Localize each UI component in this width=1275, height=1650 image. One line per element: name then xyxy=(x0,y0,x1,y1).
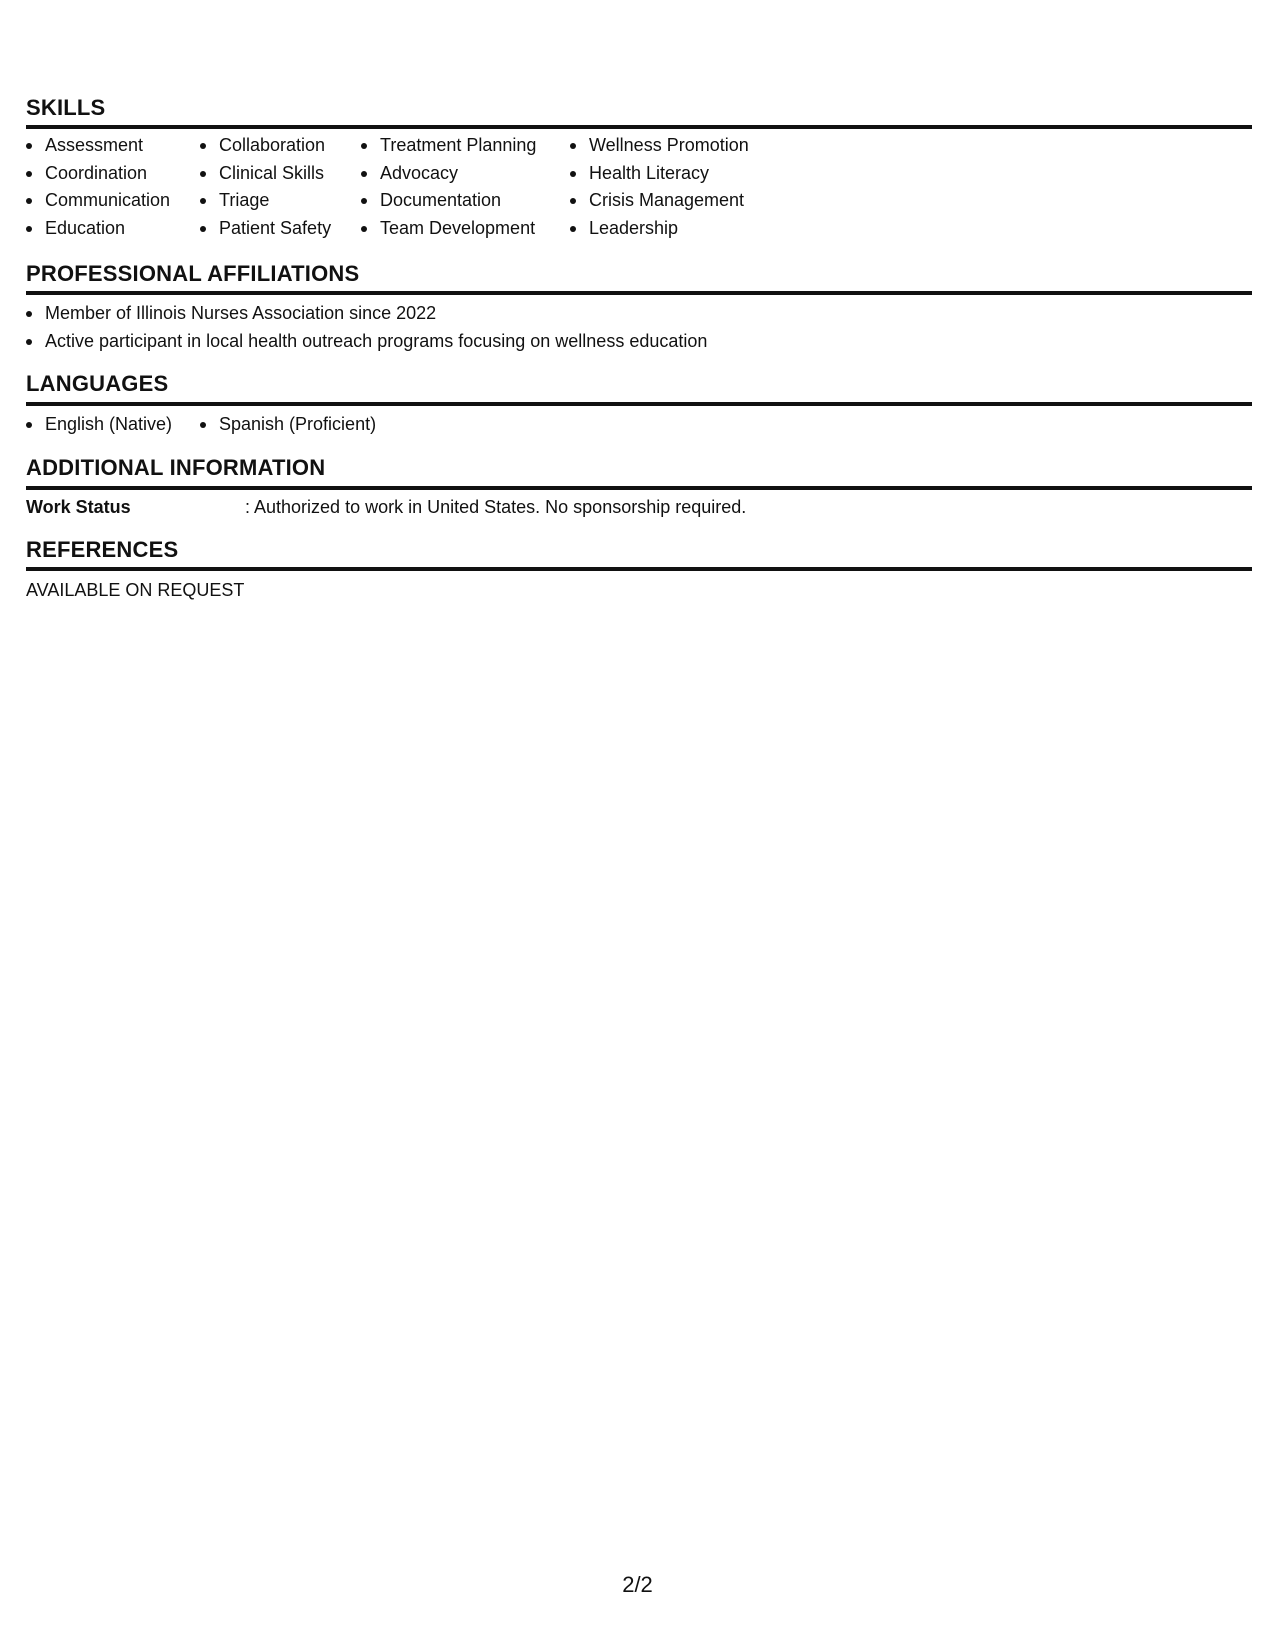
bullet-icon xyxy=(26,311,32,317)
bullet-icon xyxy=(570,171,576,177)
skill-item: Triage xyxy=(200,187,331,215)
additional-info-divider xyxy=(26,486,1252,490)
skill-item: Coordination xyxy=(26,160,170,188)
skill-item: Treatment Planning xyxy=(361,132,536,160)
affiliation-item: Active participant in local health outreach programs focusing on wellness education xyxy=(26,328,707,356)
skill-item: Patient Safety xyxy=(200,215,331,243)
bullet-icon xyxy=(26,143,32,149)
references-divider xyxy=(26,567,1252,571)
languages-column-1 xyxy=(26,411,172,439)
skill-item: Wellness Promotion xyxy=(570,132,749,160)
bullet-icon xyxy=(26,339,32,345)
bullet-icon xyxy=(361,171,367,177)
skill-item: Leadership xyxy=(570,215,749,243)
bullet-icon xyxy=(200,422,206,428)
affiliations-divider xyxy=(26,291,1252,295)
language-item: English (Native) xyxy=(26,411,172,439)
bullet-icon xyxy=(361,143,367,149)
skill-item: Collaboration xyxy=(200,132,331,160)
skill-item: Documentation xyxy=(361,187,536,215)
affiliations-list xyxy=(26,300,707,355)
bullet-icon xyxy=(361,226,367,232)
bullet-icon xyxy=(570,143,576,149)
affiliation-item: Member of Illinois Nurses Association since 2022 xyxy=(26,300,707,328)
skill-item: Education xyxy=(26,215,170,243)
skill-item: Advocacy xyxy=(361,160,536,188)
bullet-icon xyxy=(570,226,576,232)
bullet-icon xyxy=(200,226,206,232)
skills-column-1 xyxy=(26,132,170,242)
resume-page xyxy=(26,0,1252,1650)
references-heading: REFERENCES xyxy=(26,537,179,562)
bullet-icon xyxy=(26,198,32,204)
languages-column-2 xyxy=(200,411,376,439)
bullet-icon xyxy=(570,198,576,204)
skill-item: Clinical Skills xyxy=(200,160,331,188)
work-status-label: Work Status xyxy=(26,497,131,517)
skill-item: Health Literacy xyxy=(570,160,749,188)
skill-item: Communication xyxy=(26,187,170,215)
languages-heading: LANGUAGES xyxy=(26,371,169,396)
bullet-icon xyxy=(200,171,206,177)
skills-column-3 xyxy=(361,132,536,242)
bullet-icon xyxy=(26,226,32,232)
affiliations-heading: PROFESSIONAL AFFILIATIONS xyxy=(26,261,360,286)
page-number: 2/2 xyxy=(622,1572,653,1597)
language-item: Spanish (Proficient) xyxy=(200,411,376,439)
skills-column-2 xyxy=(200,132,331,242)
skill-item: Assessment xyxy=(26,132,170,160)
skill-item: Team Development xyxy=(361,215,536,243)
bullet-icon xyxy=(361,198,367,204)
skill-item: Crisis Management xyxy=(570,187,749,215)
skills-column-4 xyxy=(570,132,749,242)
skills-heading: SKILLS xyxy=(26,95,106,120)
languages-divider xyxy=(26,402,1252,406)
additional-info-heading: ADDITIONAL INFORMATION xyxy=(26,455,326,480)
skills-divider xyxy=(26,125,1252,129)
bullet-icon xyxy=(26,171,32,177)
work-status-value: : Authorized to work in United States. No sponsorship required. xyxy=(245,497,747,517)
bullet-icon xyxy=(26,422,32,428)
references-text: AVAILABLE ON REQUEST xyxy=(26,580,245,600)
bullet-icon xyxy=(200,143,206,149)
bullet-icon xyxy=(200,198,206,204)
